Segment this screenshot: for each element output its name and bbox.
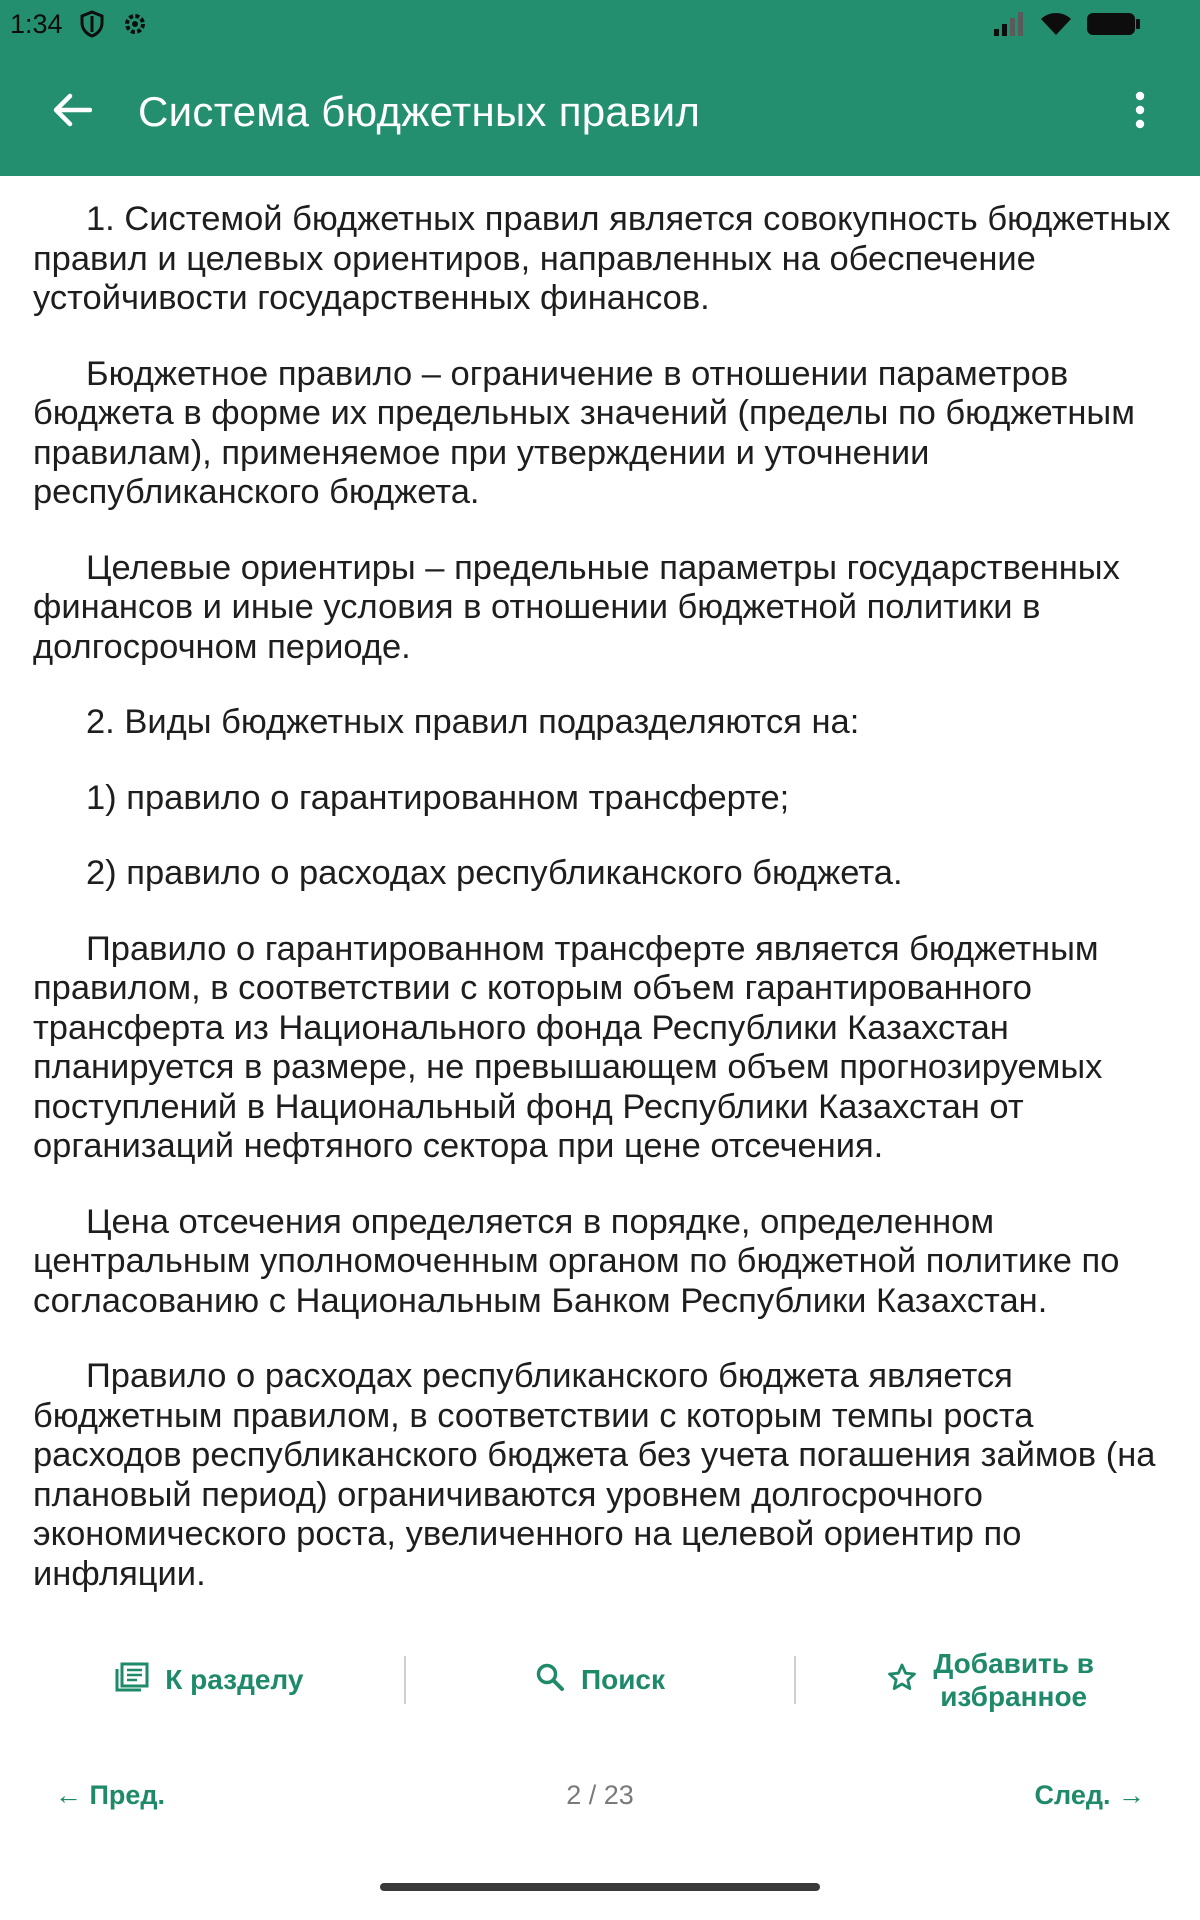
paragraph: Правило о расходах республиканского бюджета является бюджетным правилом, в соответствии с которым темпы роста расходов республиканского бюджета без учета погашения займов (на плановый период) ограничиваются уровнем долгосрочного экономического роста, увеличенного на целевой ориентир по инфляции. — [33, 1357, 1156, 1593]
add-favorite-line2: избранное — [940, 1681, 1088, 1712]
paragraph: 1) правило о гарантированном трансферте; — [86, 778, 790, 817]
page-title: Система бюджетных правил — [138, 88, 701, 135]
arrow-left-icon — [52, 92, 92, 133]
star-outline-icon — [887, 1662, 917, 1699]
battery-icon — [1086, 11, 1142, 37]
search-button[interactable] — [406, 1625, 795, 1735]
article-icon — [115, 1662, 149, 1699]
back-button[interactable] — [36, 76, 108, 148]
add-favorite-button[interactable] — [796, 1625, 1185, 1735]
add-favorite-line1: Добавить в — [933, 1648, 1094, 1679]
search-label: Поиск — [580, 1664, 666, 1695]
article-text — [33, 200, 1173, 1630]
paragraph: Цена отсечения определяется в порядке, определенном центральным уполномоченным органом по бюджетной политике по согласованию с Национальным Банком Республики Казахстан. — [33, 1202, 1120, 1320]
action-bar — [15, 1625, 1185, 1735]
add-favorite-label — [933, 1647, 1094, 1713]
more-vert-icon — [1134, 90, 1146, 135]
status-time: 1:34 — [10, 8, 63, 39]
paragraph: 2. Виды бюджетных правил подразделяются на: — [86, 703, 860, 741]
prev-button[interactable]: ← Пред. — [55, 1779, 166, 1810]
wifi-icon — [1040, 11, 1072, 37]
overflow-menu-button[interactable] — [1120, 76, 1160, 148]
gear-icon — [121, 10, 149, 38]
page-counter: 2 / 23 — [566, 1780, 634, 1810]
pager — [0, 1740, 1200, 1850]
paragraph: Правило о гарантированном трансферте является бюджетным правилом, в соответствии с которым объем гарантированного трансферта из Национального фонда Республики Казахстан планируется в размере, не превышающем объем прогнозируемых поступлений в Национальный фонд Республики Казахстан от организаций нефтяного сектора при цене отсечения. — [33, 929, 1103, 1165]
home-indicator[interactable] — [380, 1883, 820, 1891]
paragraph: 2) правило о расходах республиканского бюджета. — [86, 854, 903, 892]
shield-icon — [79, 10, 105, 38]
paragraph: 1. Системой бюджетных правил является совокупность бюджетных правил и целевых ориентиров, направленных на обеспечение устойчивости государственных финансов. — [33, 200, 1171, 317]
to-section-button[interactable] — [15, 1625, 404, 1735]
to-section-label: К разделу — [165, 1664, 304, 1695]
signal-icon — [992, 12, 1026, 36]
paragraph: Целевые ориентиры – предельные параметры государственных финансов и иные условия в отношении бюджетной политики в долгосрочном периоде. — [33, 548, 1120, 666]
search-icon — [535, 1662, 565, 1699]
status-bar — [0, 0, 1200, 48]
paragraph: Бюджетное правило – ограничение в отношении параметров бюджета в форме их предельных значений (пределы по бюджетным правилам), применяемое при утверждении и уточнении республиканского бюджета. — [33, 354, 1135, 511]
app-bar — [0, 48, 1200, 176]
next-button[interactable]: След. → — [1034, 1779, 1145, 1810]
